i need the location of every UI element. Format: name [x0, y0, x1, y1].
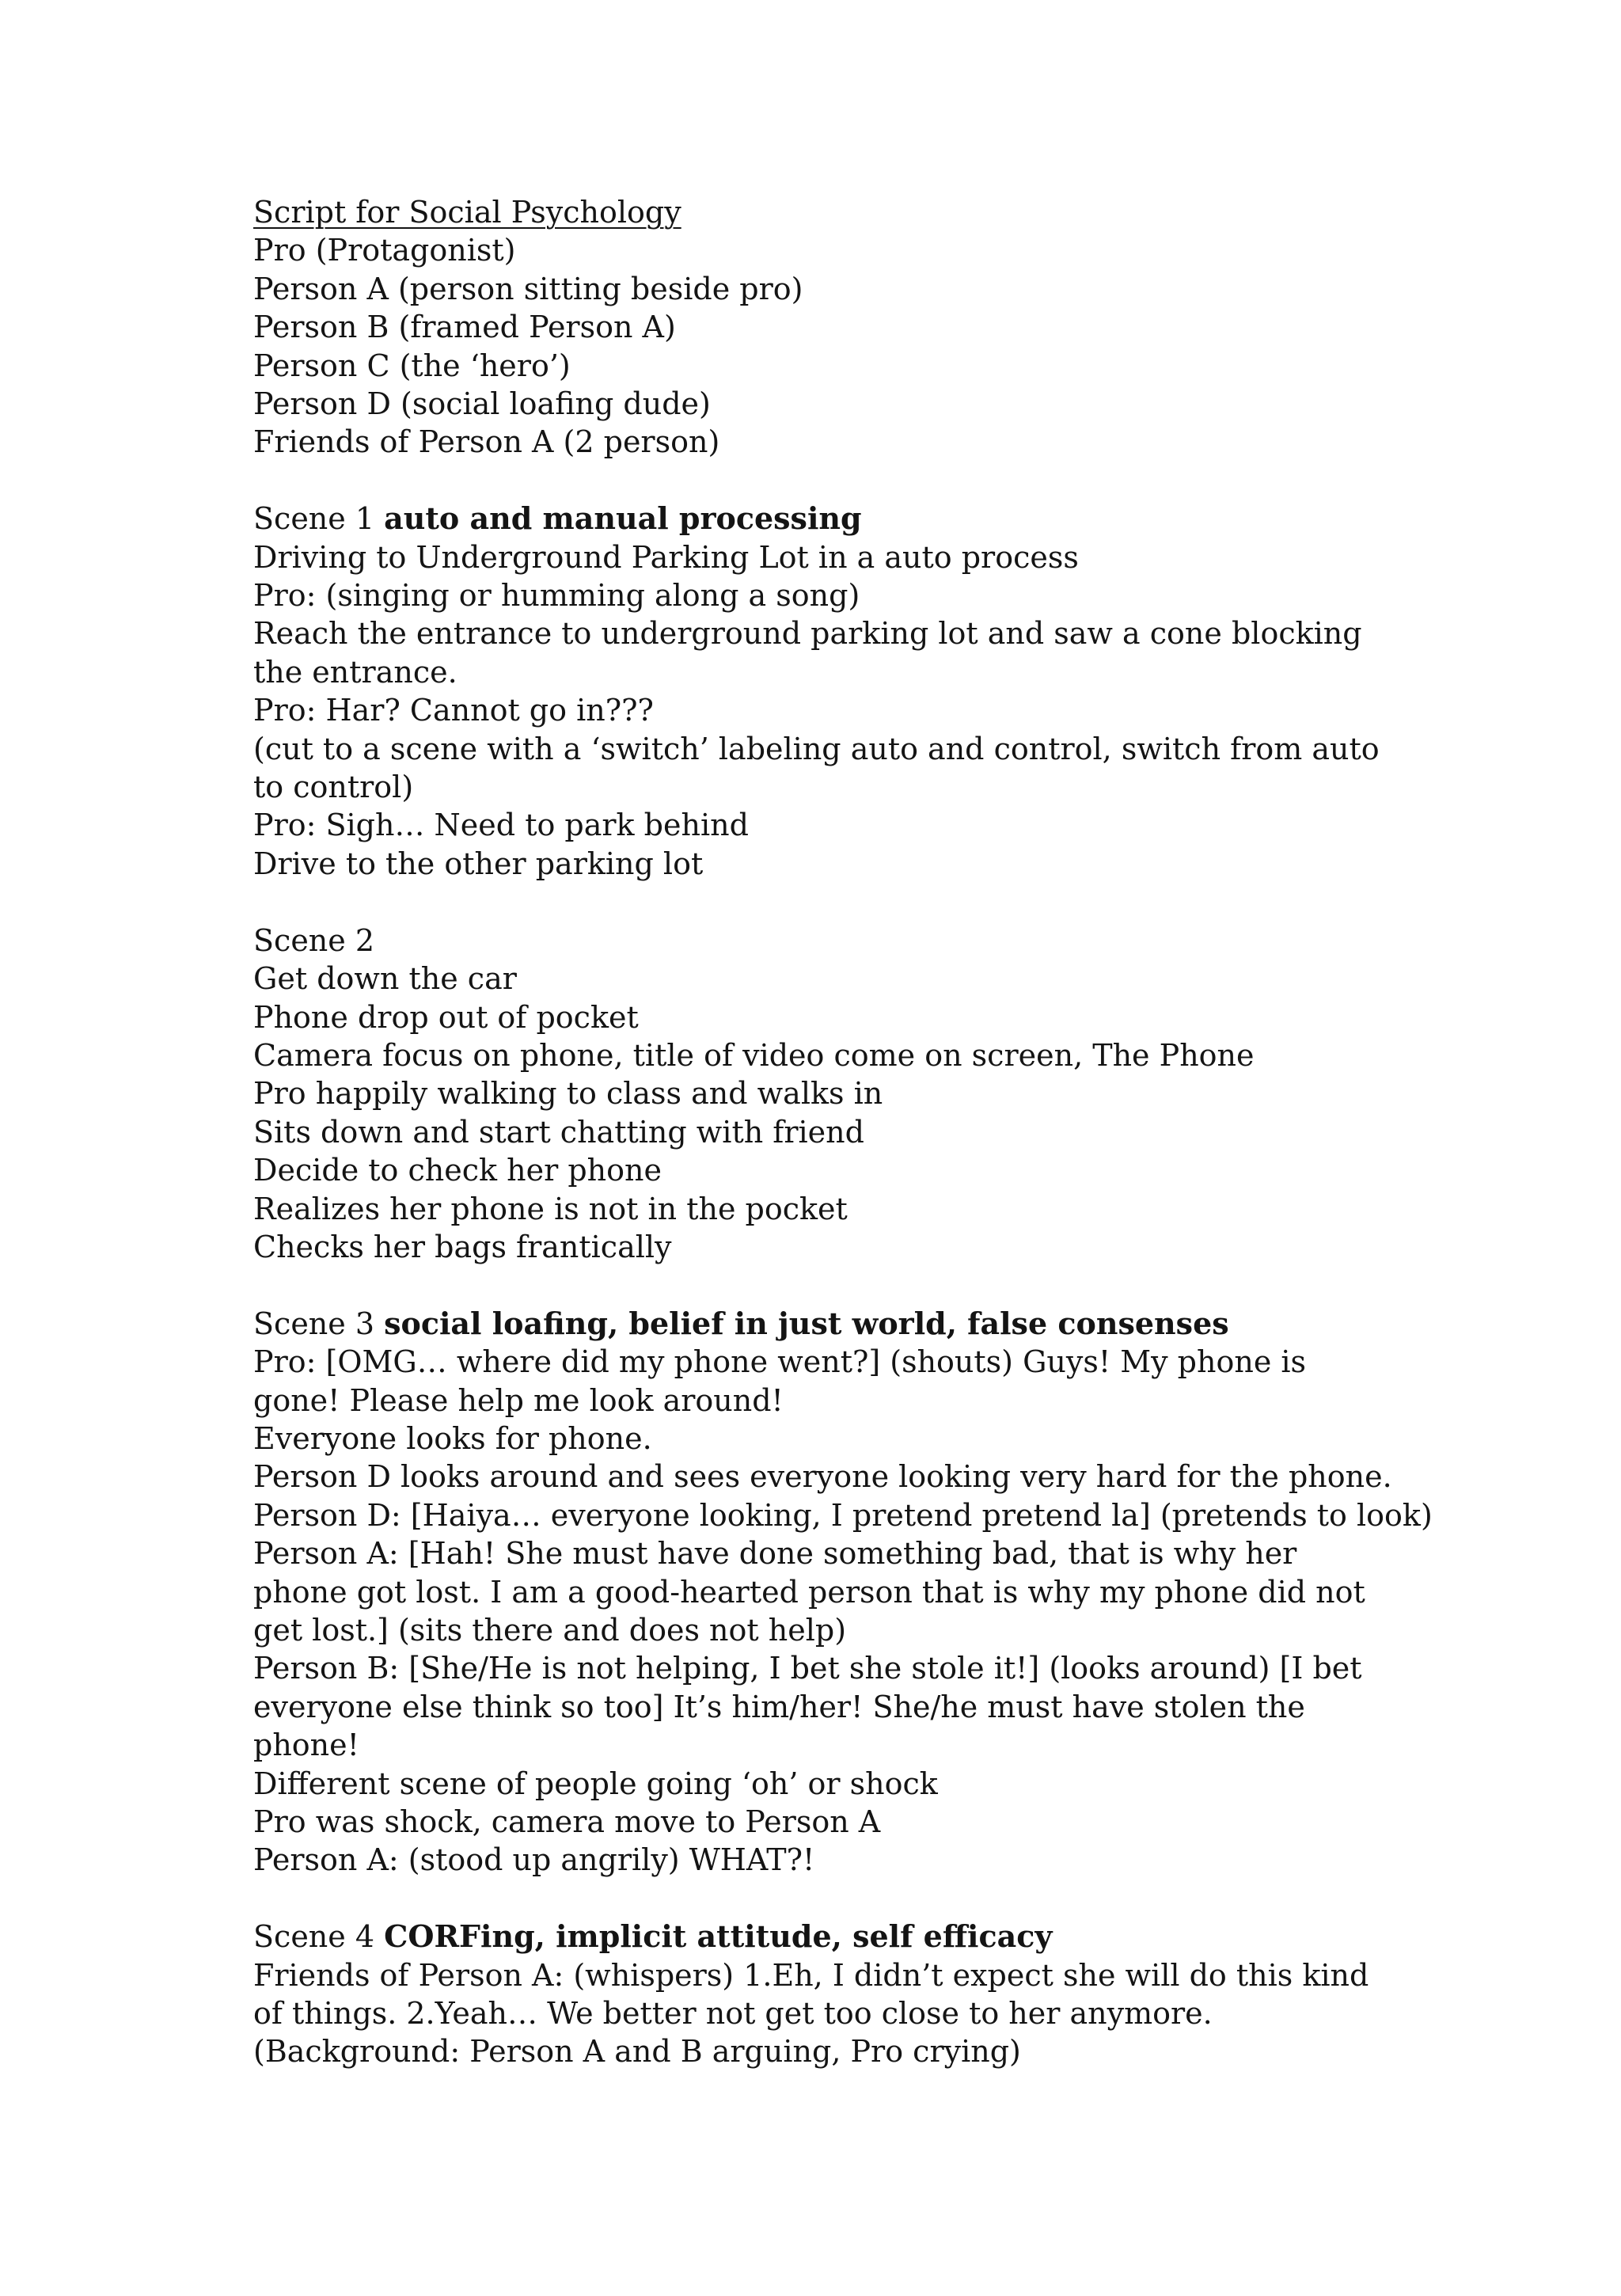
- scene-topic: auto and manual processing: [384, 500, 862, 537]
- scene-label: Scene 1: [253, 501, 385, 537]
- script-line: Driving to Underground Parking Lot in a auto process: [253, 539, 1079, 575]
- script-line: Sits down and start chatting with friend: [253, 1114, 864, 1150]
- cast-item: Person D (social loafing dude): [253, 386, 711, 422]
- scene-topic: CORFing, implicit attitude, self efficacy: [384, 1918, 1053, 1955]
- script-line: Person A: [Hah! She must have done something bad, that is why her phone got lost. I am a good-hearted person that is why my phone did not get lost.] (sits there and does not help): [253, 1536, 1365, 1648]
- script-line: Pro happily walking to class and walks in: [253, 1076, 883, 1112]
- scene-heading: [253, 922, 1393, 960]
- cast-item: Person A (person sitting beside pro): [253, 271, 803, 306]
- script-line: Get down the car: [253, 961, 517, 997]
- script-line: Reach the entrance to underground parking lot and saw a cone blocking the entrance.: [253, 616, 1362, 690]
- script-body: [253, 193, 1433, 2071]
- script-line: Decide to check her phone: [253, 1153, 662, 1188]
- paragraph-gap: [253, 883, 1393, 921]
- scene-3: [253, 1305, 1433, 1880]
- script-line: Pro was shock, camera move to Person A: [253, 1804, 881, 1840]
- scene-heading: [253, 1305, 1393, 1343]
- paragraph-gap: [253, 462, 1393, 500]
- script-line: Different scene of people going ‘oh’ or shock: [253, 1766, 938, 1801]
- script-line: Checks her bags frantically: [253, 1229, 672, 1264]
- cast-list: [253, 231, 1393, 461]
- script-line: Pro: (singing or humming along a song): [253, 578, 860, 614]
- paragraph-gap: [253, 1880, 1393, 1918]
- script-line: Camera focus on phone, title of video come on screen, The Phone: [253, 1037, 1255, 1073]
- script-line: Friends of Person A: (whispers) 1.Eh, I didn’t expect she will do this kind of things. 2.Yeah… We better not get too close to her anymore. (Background: Person A and B arguing, Pro crying): [253, 1957, 1369, 2070]
- cast-item: Pro (Protagonist): [253, 233, 516, 268]
- scene-label: Scene 4: [253, 1919, 385, 1955]
- script-line: Drive to the other parking lot: [253, 846, 704, 881]
- script-line: Person D looks around and sees everyone looking very hard for the phone.: [253, 1459, 1392, 1495]
- scene-label: Scene 3: [253, 1306, 385, 1341]
- script-line: Phone drop out of pocket: [253, 999, 639, 1035]
- script-line: Pro: [OMG… where did my phone went?] (shouts) Guys! My phone is gone! Please help me look around!: [253, 1344, 1307, 1418]
- scene-1: [253, 500, 1393, 883]
- scene-topic: social loafing, belief in just world, false consenses: [384, 1305, 1229, 1341]
- scene-heading: [253, 1918, 1393, 1956]
- script-line: (cut to a scene with a ‘switch’ labeling auto and control, switch from auto to control): [253, 731, 1380, 805]
- cast-item: Person C (the ‘hero’): [253, 348, 571, 383]
- scene-2: [253, 922, 1393, 1267]
- script-line: Everyone looks for phone.: [253, 1420, 652, 1456]
- script-line: Realizes her phone is not in the pocket: [253, 1191, 848, 1226]
- scene-label: Scene 2: [253, 922, 375, 958]
- cast-item: Person B (framed Person A): [253, 310, 676, 345]
- script-line: Pro: Sigh… Need to park behind: [253, 808, 749, 843]
- scene-heading: [253, 500, 1393, 538]
- cast-item: Friends of Person A (2 person): [253, 424, 720, 460]
- scene-4: [253, 1918, 1393, 2071]
- paragraph-gap: [253, 1266, 1393, 1304]
- document-title: Script for Social Psychology: [253, 195, 681, 230]
- script-line: Person A: (stood up angrily) WHAT?!: [253, 1842, 815, 1878]
- script-line: Person D: [Haiya… everyone looking, I pretend pretend la] (pretends to look): [253, 1497, 1433, 1533]
- script-line: Person B: [She/He is not helping, I bet she stole it!] (looks around) [I bet everyone else think so too] It’s him/her! She/he must have stolen the phone!: [253, 1651, 1362, 1763]
- script-line: Pro: Har? Cannot go in???: [253, 693, 654, 728]
